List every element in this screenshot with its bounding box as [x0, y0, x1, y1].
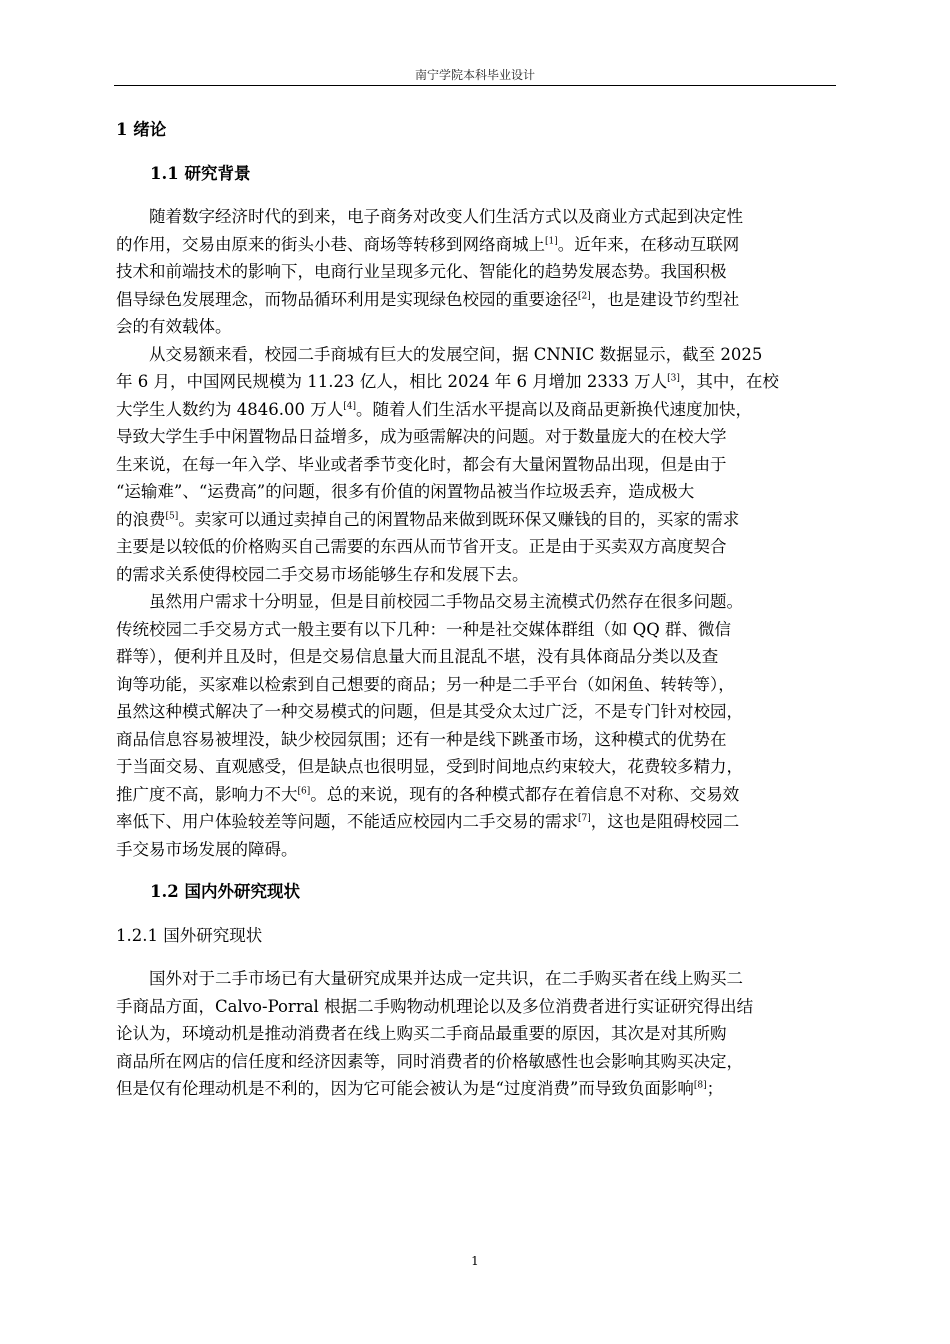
citation: [6]	[297, 786, 311, 796]
text-line: 生来说，在每一年入学、毕业或者季节变化时，都会有大量闲置物品出现，但是由于	[116, 454, 727, 474]
text-line: 询等功能，买家难以检索到自己想要的商品；另一种是二手平台（如闲鱼、转转等），	[116, 674, 735, 694]
text-line: 推广度不高，影响力不大[6]。总的来说，现有的各种模式都存在着信息不对称、交易效	[116, 784, 740, 804]
citation: [7]	[578, 813, 591, 824]
text-line: 手交易市场发展的障碍。	[116, 839, 298, 859]
citation: [3]	[667, 373, 680, 384]
page-number: 1	[471, 1254, 479, 1268]
citation: [5]	[165, 511, 179, 521]
text-line: 大学生人数约为 4846.00 万人[4]。随着人们生活水平提高以及商品更新换代速度加快，	[116, 399, 752, 419]
text-line: 传统校园二手交易方式一般主要有以下几种：一种是社交媒体群组（如 QQ 群、微信	[116, 619, 732, 639]
text-line: 率低下、用户体验较差等问题，不能适应校园内二手交易的需求[7]，这也是阻碍校园二	[116, 812, 740, 831]
paragraph-research-background-3	[116, 588, 834, 863]
paragraph-research-background-1	[116, 203, 834, 341]
section-heading-1-2: 1.2 国内外研究现状	[150, 882, 300, 901]
text-line: 的作用，交易由原来的街头小巷、商场等转移到网络商城上[1]。近年来，在移动互联网	[116, 234, 740, 254]
chapter-heading: 1 绪论	[116, 120, 167, 139]
text-line: 从交易额来看，校园二手商城有巨大的发展空间，据 CNNIC 数据显示，截至 2025	[149, 344, 763, 364]
citation: [1]	[545, 236, 558, 246]
text-line: 于当面交易、直观感受，但是缺点也很明显，受到时间地点约束较大，花费较多精力，	[116, 757, 743, 776]
citation: [4]	[343, 401, 356, 411]
citation: [8]	[693, 1080, 707, 1091]
paragraph-foreign-research	[116, 965, 834, 1103]
text-line: 国外对于二手市场已有大量研究成果并达成一定共识，在二手购买者在线上购买二	[149, 969, 743, 988]
text-line: 手商品方面，Calvo-Porral 根据二手购物动机理论以及多位消费者进行实证研究得出结	[116, 996, 754, 1016]
subsection-heading-1-2-1: 1.2.1 国外研究现状	[116, 926, 263, 945]
text-line: 群等），便利并且及时，但是交易信息量大而且混乱不堪，没有具体商品分类以及查	[116, 647, 719, 666]
text-line: 导致大学生手中闲置物品日益增多，成为亟需解决的问题。对于数量庞大的在校大学	[116, 427, 727, 446]
paragraph-research-background-2	[116, 341, 834, 589]
text-line: 商品信息容易被埋没，缺少校园氛围；还有一种是线下跳蚤市场，这种模式的优势在	[116, 729, 727, 749]
text-line: 技术和前端技术的影响下，电商行业呈现多元化、智能化的趋势发展态势。我国积极	[116, 262, 727, 281]
text-line: 商品所在网店的信任度和经济因素等，同时消费者的价格敏感性也会影响其购买决定，	[116, 1051, 743, 1071]
text-line: 虽然用户需求十分明显，但是目前校园二手物品交易主流模式仍然存在很多问题。	[149, 592, 743, 611]
running-header: 南宁学院本科毕业设计	[414, 68, 535, 82]
text-line: 但是仅有伦理动机是不利的，因为它可能会被认为是“过度消费”而导致负面影响[8]；	[116, 1079, 724, 1098]
text-line: 随着数字经济时代的到来，电子商务对改变人们生活方式以及商业方式起到决定性	[149, 207, 743, 226]
text-line: 主要是以较低的价格购买自己需要的东西从而节省开支。正是由于买卖双方高度契合	[116, 537, 727, 556]
text-line: 倡导绿色发展理念，而物品循环利用是实现绿色校园的重要途径[2]，也是建设节约型社	[116, 289, 740, 309]
text-line: 年 6 月，中国网民规模为 11.23 亿人，相比 2024 年 6 月增加 2333 万人[3]，其中，在校	[116, 372, 779, 391]
text-line: “运输难”、“运费高”的问题，很多有价值的闲置物品被当作垃圾丢弃，造成极大	[116, 482, 695, 501]
text-line: 虽然这种模式解决了一种交易模式的问题，但是其受众太过广泛，不是专门针对校园，	[116, 702, 743, 721]
text-line: 的需求关系使得校园二手交易市场能够生存和发展下去。	[116, 564, 529, 584]
text-line: 的浪费[5]。卖家可以通过卖掉自己的闲置物品来做到既环保又赚钱的目的，买家的需求	[116, 509, 740, 529]
text-line: 会的有效载体。	[116, 317, 232, 336]
citation: [2]	[578, 291, 591, 301]
document-body	[116, 115, 834, 1103]
section-heading-1-1: 1.1 研究背景	[150, 164, 251, 183]
header-divider	[114, 85, 836, 86]
text-line: 论认为，环境动机是推动消费者在线上购买二手商品最重要的原因，其次是对其所购	[116, 1024, 727, 1043]
